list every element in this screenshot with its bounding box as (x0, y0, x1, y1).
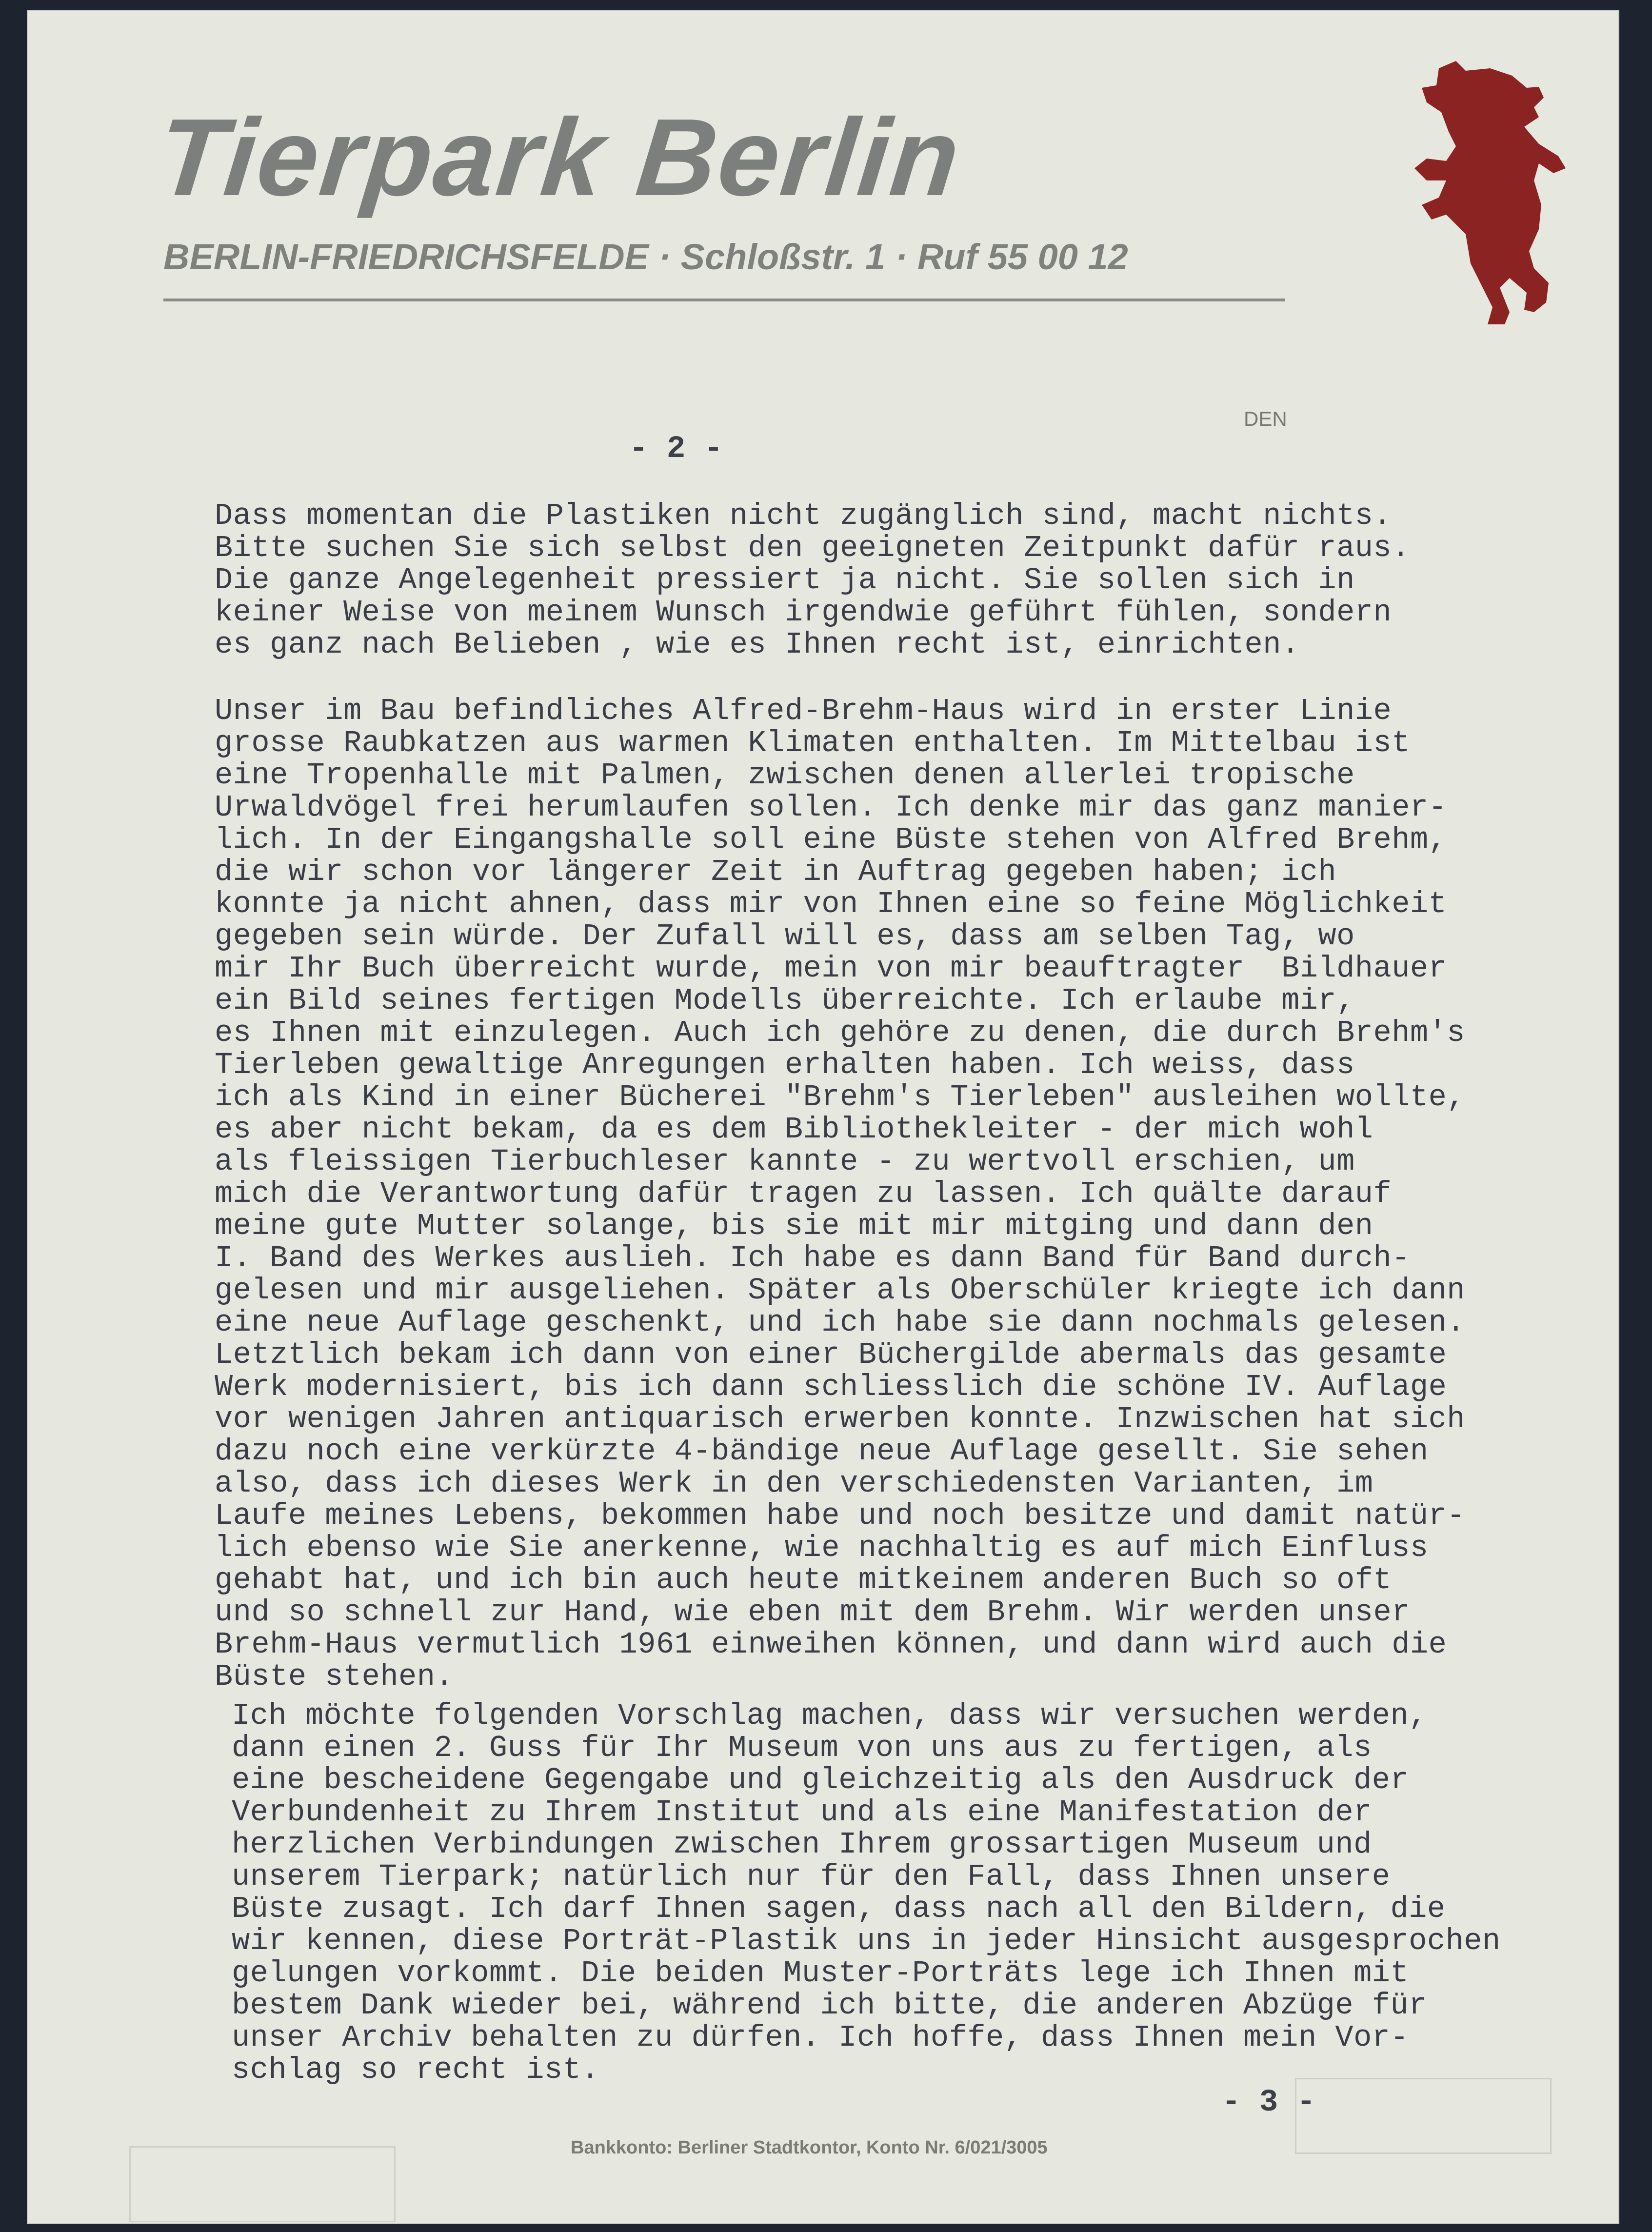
text-line: Letztlich bekam ich dann von einer Büchergilde abermals das gesamte (215, 1337, 1447, 1372)
text-line: Verbundenheit zu Ihrem Institut und als eine Manifestation der (232, 1795, 1372, 1830)
page-number-bottom: - 3 - (1222, 2085, 1316, 2120)
text-line: ein Bild seines fertigen Modells überreichte. Ich erlaube mir, (215, 983, 1355, 1018)
letterhead-rule (163, 299, 1285, 301)
text-line: Tierleben gewaltige Anregungen erhalten haben. Ich weiss, dass (215, 1048, 1355, 1082)
footer-bank-account: Bankkonto: Berliner Stadtkontor, Konto Nr. 6/021/3005 (571, 2137, 1048, 2158)
text-line: dann einen 2. Guss für Ihr Museum von uns aus zu fertigen, als (232, 1731, 1372, 1765)
text-line: gelungen vorkommt. Die beiden Muster-Porträts lege ich Ihnen mit (232, 1956, 1409, 1991)
text-line: Bitte suchen Sie sich selbst den geeigneten Zeitpunkt dafür raus. (215, 531, 1410, 565)
text-line: Büste zusagt. Ich darf Ihnen sagen, dass nach all den Bildern, die (232, 1892, 1446, 1926)
text-line: grosse Raubkatzen aus warmen Klimaten enthalten. Im Mittelbau ist (215, 726, 1410, 760)
text-line: ich als Kind in einer Bücherei "Brehm's Tierleben" ausleihen wollte, (215, 1080, 1466, 1115)
text-line: herzlichen Verbindungen zwischen Ihrem grossartigen Museum und (232, 1827, 1372, 1862)
body-paragraph-1 (215, 500, 1410, 661)
text-line: Dass momentan die Plastiken nicht zugänglich sind, macht nichts. (215, 498, 1392, 533)
text-line: und so schnell zur Hand, wie eben mit dem Brehm. Wir werden unser (215, 1595, 1410, 1630)
text-line: keiner Weise von meinem Wunsch irgendwie geführt fühlen, sondern (215, 595, 1392, 630)
body-paragraph-2 (215, 695, 1465, 1693)
text-line: bestem Dank wieder bei, während ich bitte, die anderen Abzüge für (232, 1988, 1427, 2023)
text-line: gelesen und mir ausgeliehen. Später als Oberschüler kriegte ich dann (215, 1273, 1466, 1308)
text-line: als fleissigen Tierbuchleser kannte - zu wertvoll erschien, um (215, 1144, 1355, 1179)
text-line: lich. In der Eingangshalle soll eine Büste stehen von Alfred Brehm, (215, 822, 1447, 857)
bear-logo-shape (1414, 61, 1566, 324)
body-paragraph-3 (232, 1700, 1501, 2086)
text-line: meine gute Mutter solange, bis sie mit mir mitging und dann den (215, 1209, 1373, 1243)
text-line: eine Tropenhalle mit Palmen, zwischen denen allerlei tropische (215, 758, 1355, 793)
text-line: gegeben sein würde. Der Zufall will es, dass am selben Tag, wo (215, 919, 1355, 954)
text-line: Ich möchte folgenden Vorschlag machen, dass wir versuchen werden, (232, 1698, 1427, 1733)
text-line: Laufe meines Lebens, bekommen habe und noch besitze und damit natür- (215, 1498, 1466, 1533)
text-line: wir kennen, diese Porträt-Plastik uns in jeder Hinsicht ausgesprochen (232, 1924, 1501, 1958)
letter-page (27, 10, 1619, 2224)
text-line: es aber nicht bekam, da es dem Bibliothekleiter - der mich wohl (215, 1112, 1373, 1147)
text-line: die wir schon vor längerer Zeit in Auftrag gegeben haben; ich (215, 855, 1337, 889)
letterhead-address: BERLIN-FRIEDRICHSFELDE · Schloßstr. 1 · Ruf 55 00 12 (163, 237, 1128, 277)
text-line: es ganz nach Belieben , wie es Ihnen recht ist, einrichten. (215, 627, 1300, 662)
text-line: unser Archiv behalten zu dürfen. Ich hoffe, dass Ihnen mein Vor- (232, 2020, 1409, 2055)
archive-stamp (1295, 2078, 1552, 2154)
text-line: Unser im Bau befindliches Alfred-Brehm-Haus wird in erster Linie (215, 694, 1392, 728)
den-label: DEN (1244, 407, 1287, 430)
text-line: mich die Verantwortung dafür tragen zu lassen. Ich quälte darauf (215, 1176, 1392, 1211)
text-line: konnte ja nicht ahnen, dass mir von Ihnen eine so feine Möglichkeit (215, 887, 1447, 921)
text-line: Urwaldvögel frei herumlaufen sollen. Ich denke mir das ganz manier- (215, 790, 1447, 825)
text-line: dazu noch eine verkürzte 4-bändige neue Auflage gesellt. Sie sehen (215, 1434, 1429, 1469)
text-line: Werk modernisiert, bis ich dann schliesslich die schöne IV. Auflage (215, 1370, 1447, 1404)
text-line: Die ganze Angelegenheit pressiert ja nicht. Sie sollen sich in (215, 563, 1355, 598)
letterhead-title: Tierpark Berlin (152, 96, 967, 219)
page-number-top: - 2 - (629, 432, 723, 467)
text-line: Brehm-Haus vermutlich 1961 einweihen können, und dann wird auch die (215, 1627, 1447, 1662)
bear-icon (1393, 59, 1568, 332)
text-line: Büste stehen. (215, 1659, 454, 1694)
text-line: unserem Tierpark; natürlich nur für den Fall, dass Ihnen unsere (232, 1859, 1391, 1894)
text-line: lich ebenso wie Sie anerkenne, wie nachhaltig es auf mich Einfluss (215, 1531, 1429, 1565)
archive-stamp-left (129, 2146, 396, 2222)
text-line: eine bescheidene Gegengabe und gleichzeitig als den Ausdruck der (232, 1763, 1409, 1797)
text-line: schlag so recht ist. (232, 2053, 600, 2087)
text-line: mir Ihr Buch überreicht wurde, mein von mir beauftragter Bildhauer (215, 951, 1447, 986)
text-line: vor wenigen Jahren antiquarisch erwerben konnte. Inzwischen hat sich (215, 1402, 1466, 1436)
text-line: es Ihnen mit einzulegen. Auch ich gehöre zu denen, die durch Brehm's (215, 1016, 1466, 1050)
text-line: also, dass ich dieses Werk in den verschiedensten Varianten, im (215, 1466, 1373, 1501)
text-line: I. Band des Werkes auslieh. Ich habe es dann Band für Band durch- (215, 1241, 1410, 1275)
text-line: gehabt hat, und ich bin auch heute mitkeinem anderen Buch so oft (215, 1563, 1392, 1597)
text-line: eine neue Auflage geschenkt, und ich habe sie dann nochmals gelesen. (215, 1305, 1466, 1340)
